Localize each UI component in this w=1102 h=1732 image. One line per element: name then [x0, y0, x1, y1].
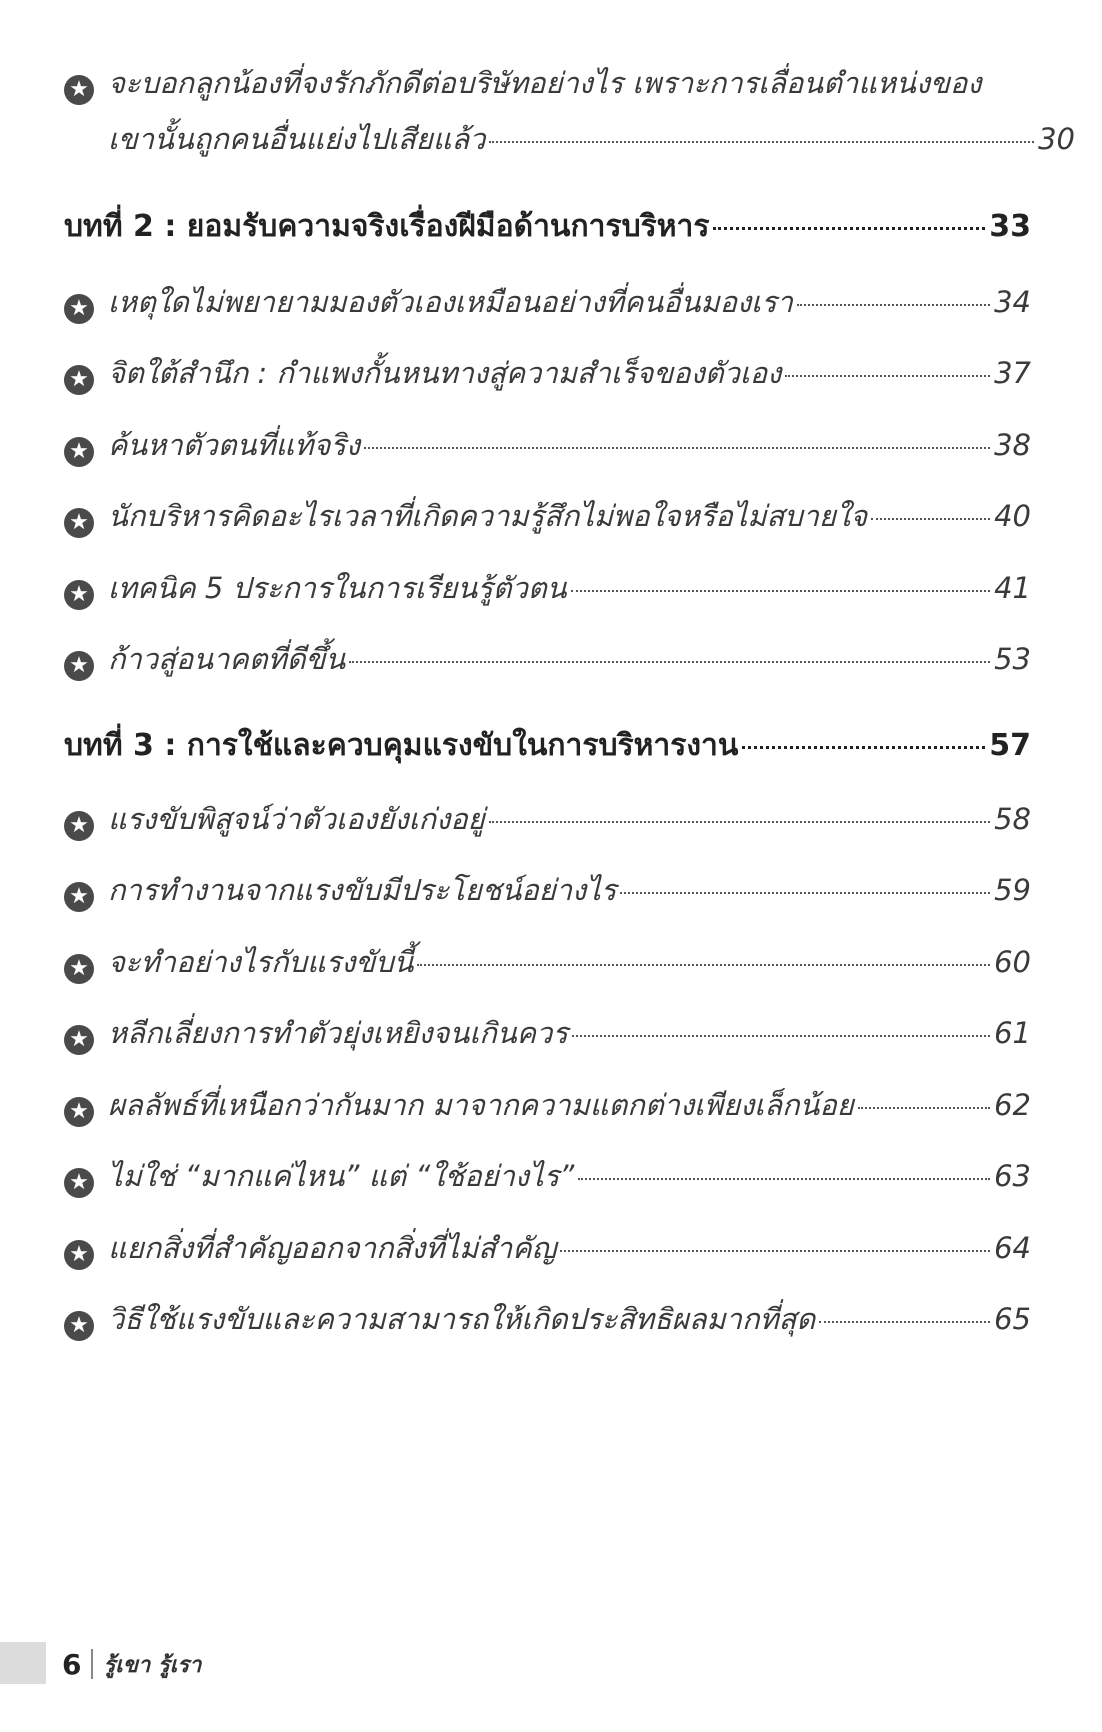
toc-item[interactable] — [64, 636, 1031, 682]
toc-item[interactable] — [64, 867, 1031, 913]
toc-page-number: 53 — [994, 642, 1031, 676]
toc-item-title: จิตใต้สำนึก : กำแพงกั้นหนทางสู่ความสำเร็จของตัวเอง — [108, 356, 782, 390]
toc-item[interactable] — [64, 1225, 1031, 1271]
footer-page-number: 6 — [62, 1647, 82, 1681]
toc-page-number: 34 — [994, 285, 1031, 319]
toc-item[interactable] — [64, 565, 1031, 611]
toc-page-number: 40 — [994, 499, 1031, 533]
star-circle-icon: ★ — [64, 294, 94, 324]
toc-page-number: 41 — [994, 571, 1031, 605]
toc-item[interactable] — [64, 1296, 1031, 1342]
dot-leader — [489, 141, 1034, 143]
toc-page-number: 64 — [994, 1231, 1031, 1265]
dot-leader — [871, 518, 990, 520]
dot-leader — [417, 964, 990, 966]
toc-item[interactable] — [64, 1010, 1031, 1056]
star-circle-icon: ★ — [64, 1240, 94, 1270]
toc-page-number: 37 — [994, 356, 1031, 390]
star-circle-icon: ★ — [64, 1025, 94, 1055]
dot-leader — [572, 1035, 990, 1037]
star-circle-icon: ★ — [64, 437, 94, 467]
dot-leader — [785, 375, 990, 377]
toc-item[interactable] — [64, 1082, 1031, 1128]
toc-item-wrap-line1[interactable] — [64, 60, 1031, 106]
star-circle-icon: ★ — [64, 1168, 94, 1198]
toc-item-title: นักบริหารคิดอะไรเวลาที่เกิดความรู้สึกไม่พอใจหรือไม่สบายใจ — [108, 499, 868, 533]
chapter-title: บทที่ 2 : ยอมรับความจริงเรื่องฝีมือด้านการบริหาร — [64, 209, 710, 244]
toc-chapter-2[interactable] — [64, 203, 1031, 250]
toc-page-number: 63 — [994, 1159, 1031, 1193]
chapter-title: บทที่ 3 : การใช้และควบคุมแรงขับในการบริหารงาน — [64, 728, 739, 763]
toc-item-title: แรงขับพิสูจน์ว่าตัวเองยังเก่งอยู่ — [108, 802, 485, 836]
toc-page-number: 61 — [994, 1016, 1031, 1050]
dot-leader — [349, 661, 990, 663]
dot-leader — [713, 227, 985, 230]
toc-item[interactable] — [64, 422, 1031, 468]
dot-leader — [620, 892, 990, 894]
star-circle-icon: ★ — [64, 954, 94, 984]
toc-item-title: เทคนิค 5 ประการในการเรียนรู้ตัวตน — [108, 571, 567, 605]
toc-item-title: ไม่ใช่ “มากแค่ไหน” แต่ “ใช้อย่างไร” — [108, 1159, 575, 1193]
star-circle-icon: ★ — [64, 651, 94, 681]
star-circle-icon: ★ — [64, 1097, 94, 1127]
star-circle-icon: ★ — [64, 580, 94, 610]
toc-page-number: 62 — [994, 1088, 1031, 1122]
dot-leader — [797, 304, 990, 306]
toc-item-title: ค้นหาตัวตนที่แท้จริง — [108, 428, 361, 462]
toc-page-number: 59 — [994, 873, 1031, 907]
toc-item[interactable] — [64, 279, 1031, 325]
toc-page-number: 30 — [1038, 122, 1075, 156]
toc-page-number: 65 — [994, 1302, 1031, 1336]
page-footer — [62, 1644, 201, 1684]
toc-item-wrap-line2[interactable] — [64, 116, 1075, 162]
star-circle-icon: ★ — [64, 882, 94, 912]
dot-leader — [560, 1250, 990, 1252]
toc-item-title: จะบอกลูกน้องที่จงรักภักดีต่อบริษัทอย่างไร เพราะการเลื่อนตำแหน่งของ — [108, 66, 982, 100]
toc-item-title: วิธีใช้แรงขับและความสามารถให้เกิดประสิทธิผลมากที่สุด — [108, 1302, 816, 1336]
footer-divider — [91, 1649, 93, 1679]
dot-leader — [742, 746, 985, 749]
toc-item-title: การทำงานจากแรงขับมีประโยชน์อย่างไร — [108, 873, 617, 907]
toc-item-title: หลีกเลี่ยงการทำตัวยุ่งเหยิงจนเกินควร — [108, 1016, 568, 1050]
toc-item[interactable] — [64, 493, 1031, 539]
toc-page-number: 38 — [994, 428, 1031, 462]
dot-leader — [489, 821, 990, 823]
toc-page-number: 58 — [994, 802, 1031, 836]
star-circle-icon: ★ — [64, 365, 94, 395]
toc-item[interactable] — [64, 350, 1031, 396]
toc-item[interactable] — [64, 796, 1031, 842]
toc-item-title: เหตุใดไม่พยายามมองตัวเองเหมือนอย่างที่คนอื่นมองเรา — [108, 285, 793, 319]
dot-leader — [578, 1178, 990, 1180]
toc-item[interactable] — [64, 1153, 1031, 1199]
star-circle-icon: ★ — [64, 508, 94, 538]
star-circle-icon: ★ — [64, 1311, 94, 1341]
toc-item[interactable] — [64, 939, 1031, 985]
toc-item-title: แยกสิ่งที่สำคัญออกจากสิ่งที่ไม่สำคัญ — [108, 1231, 557, 1265]
toc-page-number: 60 — [994, 945, 1031, 979]
toc-item-title: เขานั้นถูกคนอื่นแย่งไปเสียแล้ว — [108, 122, 486, 156]
dot-leader — [571, 590, 991, 592]
dot-leader — [819, 1321, 990, 1323]
footer-band — [0, 1642, 46, 1684]
chapter-page-number: 57 — [989, 728, 1031, 763]
toc-chapter-3[interactable] — [64, 722, 1031, 769]
star-circle-icon: ★ — [64, 811, 94, 841]
toc-item-title: ก้าวสู่อนาคตที่ดีขึ้น — [108, 642, 346, 676]
chapter-page-number: 33 — [989, 209, 1031, 244]
dot-leader — [364, 447, 990, 449]
footer-book-title: รู้เขา รู้เรา — [103, 1652, 202, 1678]
star-circle-icon: ★ — [64, 75, 94, 105]
dot-leader — [858, 1107, 990, 1109]
toc-item-title: ผลลัพธ์ที่เหนือกว่ากันมาก มาจากความแตกต่างเพียงเล็กน้อย — [108, 1088, 854, 1122]
toc-item-title: จะทำอย่างไรกับแรงขับนี้ — [108, 945, 414, 979]
